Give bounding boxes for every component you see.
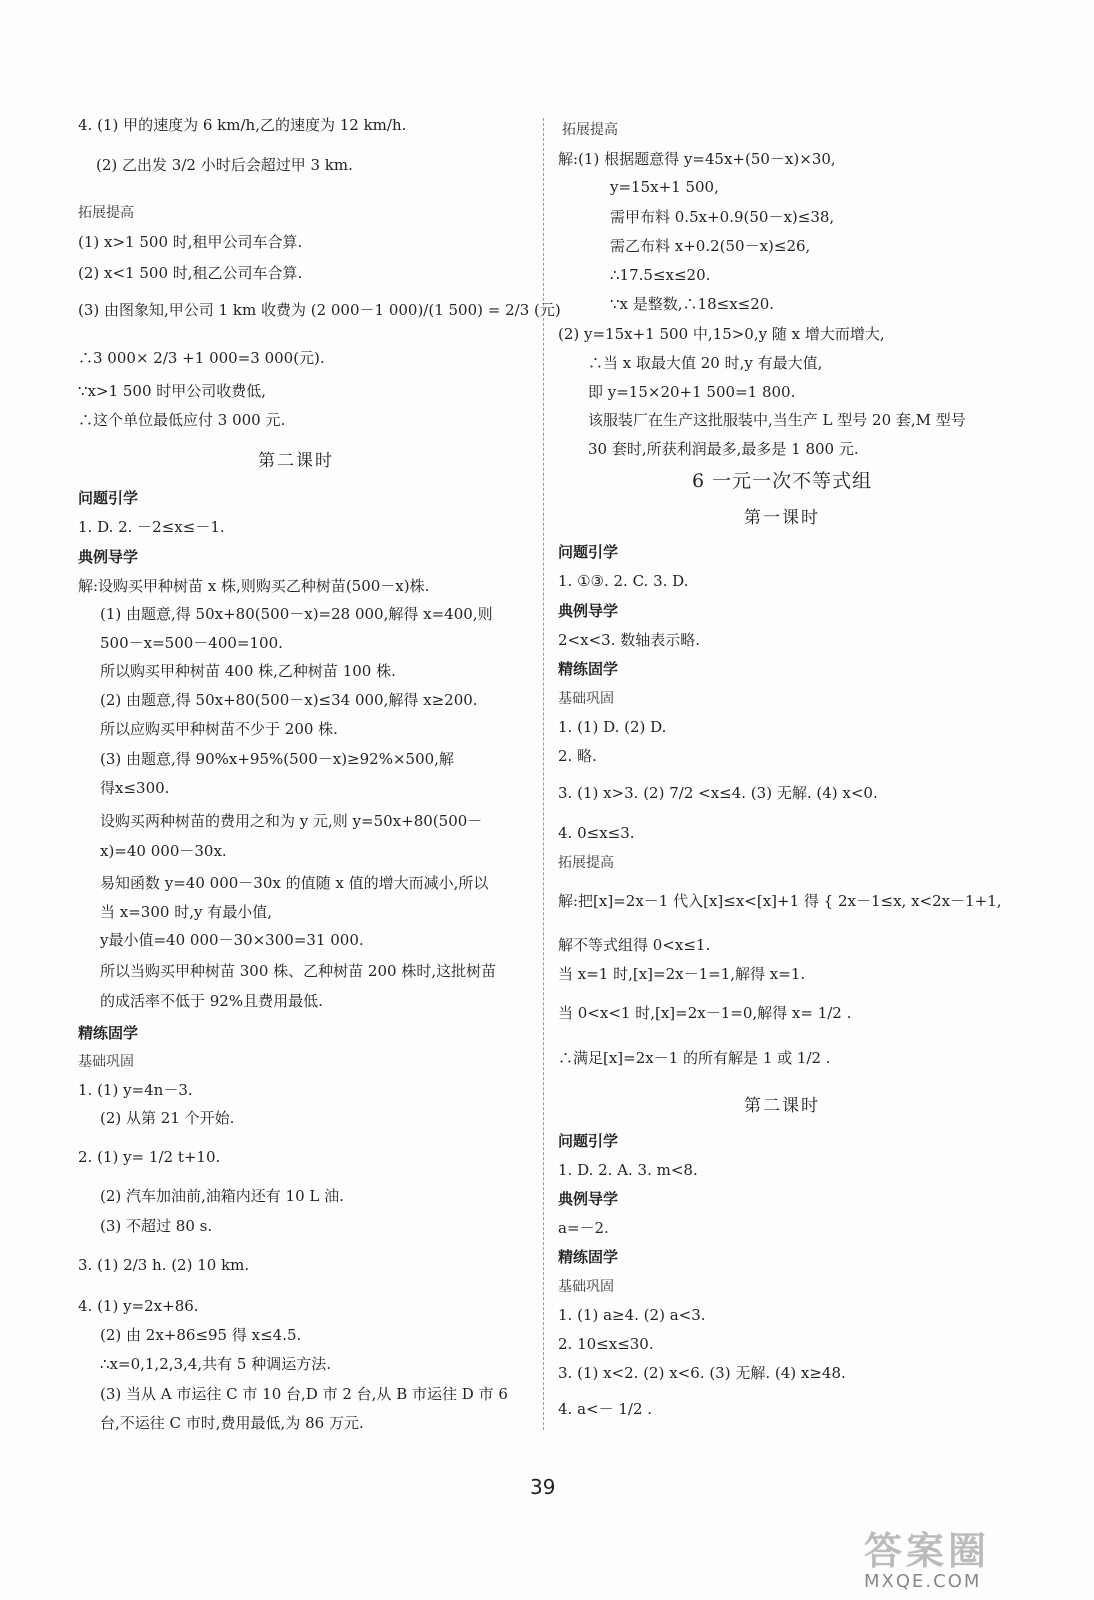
text-line: (1) 由题意,得 50x+80(500－x)=28 000,解得 x=400,则 <box>100 605 493 623</box>
watermark-logo <box>864 1520 1074 1592</box>
text-line: (2) 从第 21 个开始. <box>100 1109 235 1127</box>
text-line: ∴这个单位最低应付 3 000 元. <box>78 411 286 429</box>
text-line: (2) x<1 500 时,租乙公司车合算. <box>78 264 303 282</box>
text-line: 4. (1) y=2x+86. <box>78 1297 199 1315</box>
lesson-title: 第一课时 <box>744 508 820 528</box>
text-line: 解:(1) 根据题意得 y=45x+(50－x)×30, <box>558 150 836 168</box>
text-line: 1. (1) D. (2) D. <box>558 718 667 736</box>
text-line: 1. (1) a≥4. (2) a<3. <box>558 1306 706 1324</box>
text-line: 的成活率不低于 92%且费用最低. <box>100 992 323 1010</box>
text-line: 4. (1) 甲的速度为 6 km/h,乙的速度为 12 km/h. <box>78 116 407 134</box>
section-heading: 精练固学 <box>558 1248 619 1266</box>
page-number: 39 <box>530 1475 556 1499</box>
text-line: y=15x+1 500, <box>610 178 719 196</box>
section-heading: 基础巩固 <box>78 1054 134 1070</box>
text-line: 当 x=1 时,[x]=2x－1=1,解得 x=1. <box>558 965 806 983</box>
text-line: x)=40 000－30x. <box>100 842 227 860</box>
text-line: (3) 由图象知,甲公司 1 km 收费为 (2 000－1 000)/(1 500) = 2/3 (元) <box>78 301 561 319</box>
section-heading: 问题引学 <box>558 543 619 561</box>
section-heading: 问题引学 <box>558 1132 619 1150</box>
text-line: 3. (1) x>3. (2) 7/2 <x≤4. (3) 无解. (4) x<0. <box>558 784 878 802</box>
section-heading: 精练固学 <box>78 1024 139 1042</box>
text-line: (2) 由 2x+86≤95 得 x≤4.5. <box>100 1326 302 1344</box>
text-line: ∴当 x 取最大值 20 时,y 有最大值, <box>588 354 823 372</box>
section-heading: 精练固学 <box>558 660 619 678</box>
text-line: ∴满足[x]=2x－1 的所有解是 1 或 1/2 . <box>558 1049 831 1067</box>
text-line: 500－x=500－400=100. <box>100 634 283 652</box>
text-line: 30 套时,所获利润最多,最多是 1 800 元. <box>588 440 859 458</box>
text-line: 所以当购买甲种树苗 300 株、乙种树苗 200 株时,这批树苗 <box>100 962 497 980</box>
text-line: 解不等式组得 0<x≤1. <box>558 936 711 954</box>
section-heading: 典例导学 <box>558 602 619 620</box>
text-line: 该服装厂在生产这批服装中,当生产 L 型号 20 套,M 型号 <box>588 411 966 429</box>
watermark-url: MXQE.COM <box>864 1571 982 1592</box>
text-line: 即 y=15×20+1 500=1 800. <box>588 383 796 401</box>
text-line: 2<x<3. 数轴表示略. <box>558 631 700 649</box>
text-line: 1. D. 2. －2≤x≤－1. <box>78 518 225 536</box>
text-line: ∴17.5≤x≤20. <box>610 266 711 284</box>
text-line: (2) 汽车加油前,油箱内还有 10 L 油. <box>100 1187 344 1205</box>
text-line: 所以应购买甲种树苗不少于 200 株. <box>100 720 338 738</box>
text-line: (2) 乙出发 3/2 小时后会超过甲 3 km. <box>96 156 353 174</box>
section-heading: 拓展提高 <box>558 855 614 871</box>
text-line: 当 0<x<1 时,[x]=2x－1=0,解得 x= 1/2 . <box>558 1004 852 1022</box>
section-heading: 基础巩固 <box>558 691 614 707</box>
text-line: y最小值=40 000－30×300=31 000. <box>100 931 364 949</box>
lesson-title: 第二课时 <box>744 1096 820 1116</box>
text-line: 1. D. 2. A. 3. m<8. <box>558 1161 698 1179</box>
text-line: 台,不运往 C 市时,费用最低,为 86 万元. <box>100 1414 364 1432</box>
text-line: 需甲布料 0.5x+0.9(50－x)≤38, <box>610 208 835 226</box>
text-line: 4. 0≤x≤3. <box>558 824 635 842</box>
section-heading: 典例导学 <box>558 1190 619 1208</box>
lesson-title: 第二课时 <box>258 451 334 471</box>
text-line: 2. (1) y= 1/2 t+10. <box>78 1148 221 1166</box>
text-line: 2. 10≤x≤30. <box>558 1335 654 1353</box>
text-line: ∵x>1 500 时甲公司收费低, <box>78 382 267 400</box>
text-line: 1. (1) y=4n－3. <box>78 1081 193 1099</box>
text-line: (1) x>1 500 时,租甲公司车合算. <box>78 233 303 251</box>
text-line: (2) y=15x+1 500 中,15>0,y 随 x 增大而增大, <box>558 325 885 343</box>
watermark-text: 答案圈 <box>864 1529 991 1573</box>
text-line: ∴x=0,1,2,3,4,共有 5 种调运方法. <box>100 1355 331 1373</box>
section-heading: 拓展提高 <box>78 205 134 221</box>
chapter-title: 6 一元一次不等式组 <box>692 470 873 492</box>
text-line: 解:设购买甲种树苗 x 株,则购买乙种树苗(500－x)株. <box>78 577 430 595</box>
text-line: 3. (1) 2/3 h. (2) 10 km. <box>78 1256 250 1274</box>
text-line: ∵x 是整数,∴18≤x≤20. <box>610 295 775 313</box>
text-line: 当 x=300 时,y 有最小值, <box>100 903 272 921</box>
text-line: 需乙布料 x+0.2(50－x)≤26, <box>610 237 811 255</box>
section-heading: 拓展提高 <box>562 122 618 138</box>
text-line: a=－2. <box>558 1219 609 1237</box>
text-line: 2. 略. <box>558 747 597 765</box>
text-line: (2) 由题意,得 50x+80(500－x)≤34 000,解得 x≥200. <box>100 691 478 709</box>
text-line: 解:把[x]=2x－1 代入[x]≤x<[x]+1 得 { 2x－1≤x, x<2x－1+1, <box>558 892 1002 910</box>
text-line: 设购买两种树苗的费用之和为 y 元,则 y=50x+80(500－ <box>100 812 483 830</box>
text-line: (3) 由题意,得 90%x+95%(500－x)≥92%×500,解 <box>100 750 454 768</box>
text-line: (3) 不超过 80 s. <box>100 1217 213 1235</box>
section-heading: 基础巩固 <box>558 1279 614 1295</box>
text-line: (3) 当从 A 市运往 C 市 10 台,D 市 2 台,从 B 市运往 D 市 6 <box>100 1385 508 1403</box>
text-line: 1. ①③. 2. C. 3. D. <box>558 572 689 590</box>
text-line: 所以购买甲种树苗 400 株,乙种树苗 100 株. <box>100 662 396 680</box>
text-line: 4. a<－ 1/2 . <box>558 1400 653 1418</box>
text-line: 易知函数 y=40 000－30x 的值随 x 值的增大而减小,所以 <box>100 874 489 892</box>
text-line: ∴3 000× 2/3 +1 000=3 000(元). <box>78 349 325 367</box>
section-heading: 典例导学 <box>78 548 139 566</box>
text-line: 3. (1) x<2. (2) x<6. (3) 无解. (4) x≥48. <box>558 1364 846 1382</box>
section-heading: 问题引学 <box>78 489 139 507</box>
text-line: 得x≤300. <box>100 779 170 797</box>
